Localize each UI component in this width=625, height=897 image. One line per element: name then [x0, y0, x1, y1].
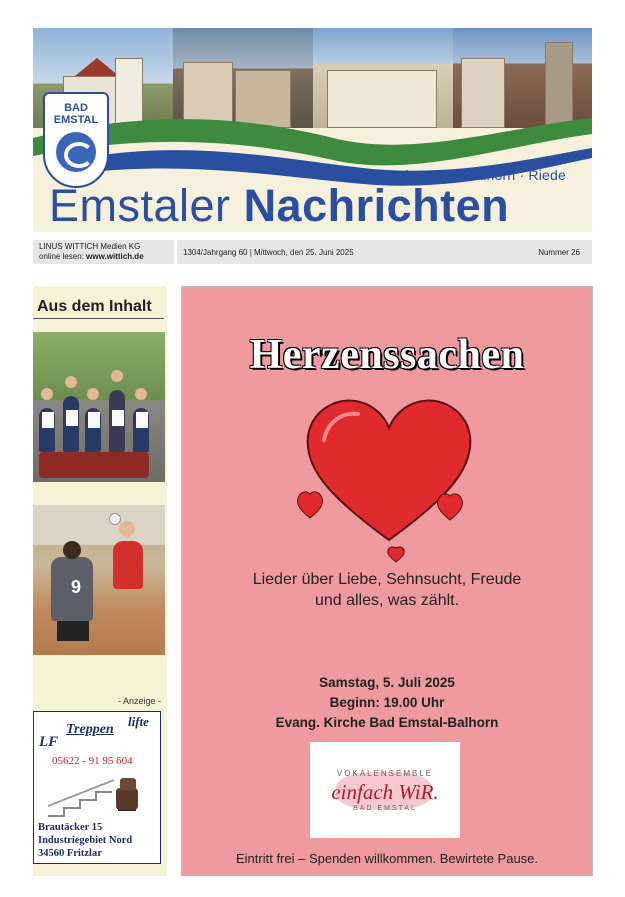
logo-bottom: BAD EMSTAL [353, 805, 417, 812]
masthead [33, 28, 592, 232]
place-names: Sand · Merxhausen · Balhorn · Riede [327, 167, 566, 183]
crest-text-2: EMSTAL [53, 114, 99, 126]
crest-text-1: BAD [64, 102, 88, 114]
publisher-name: LINUS WITTICH Medien KG [39, 242, 141, 251]
issue-number: Nummer 26 [538, 248, 580, 257]
ad-label: - Anzeige - [117, 696, 161, 706]
poster-title: Herzenssachen [249, 332, 525, 378]
online-link[interactable]: www.wittich.de [86, 252, 144, 261]
contents-sidebar [33, 286, 167, 876]
town-crest-logo [43, 92, 109, 188]
newspaper-title [49, 180, 509, 232]
logo-name: einfach WiR. [331, 780, 439, 804]
concert-poster [181, 286, 593, 876]
ad-lf: LF [39, 734, 59, 750]
wave-emblem-icon [56, 132, 96, 172]
poster-footer: Eintritt frei – Spenden willkommen. Bewirtete Pause. [235, 851, 539, 866]
event-venue: Evang. Kirche Bad Emstal-Balhorn [275, 715, 499, 730]
event-time: Beginn: 19.00 Uhr [329, 695, 445, 710]
ad-address-3: 34560 Fritzlar [38, 848, 102, 859]
ad-address [38, 821, 132, 860]
event-date: Samstag, 5. Juli 2025 [319, 675, 455, 690]
online-prefix: online lesen: [39, 252, 84, 261]
issue-date: 1304/Jahrgang 60 | Mittwoch, den 25. Juni 2025 [183, 248, 354, 257]
lyric-line-2: und alles, was zählt. [314, 592, 460, 609]
heart-icon [294, 390, 484, 570]
stairlift-advertisement[interactable] [33, 711, 161, 864]
ad-lifte: lifte [128, 714, 149, 729]
ad-phone: 05622 - 91 95 604 [52, 755, 133, 767]
ad-address-2: Industriegebiet Nord [38, 835, 133, 846]
ad-treppen: Treppen [66, 722, 114, 737]
online-line [39, 252, 144, 262]
poster-lyric [182, 569, 592, 611]
publisher-info [39, 242, 144, 262]
logo-top: VOKALENSEMBLE [336, 769, 434, 778]
photo-handball-match[interactable]: 9 [33, 505, 165, 655]
event-details [182, 673, 592, 733]
lyric-line-1: Lieder über Liebe, Sehnsucht, Freude [252, 571, 522, 588]
sidebar-heading: Aus dem Inhalt [37, 298, 152, 315]
stairlift-illustration [44, 772, 154, 820]
issue-info-bar [33, 240, 592, 264]
photo-children-group[interactable] [33, 332, 165, 482]
ad-address-1: Brautäcker 15 [38, 822, 103, 833]
ensemble-logo [310, 742, 460, 838]
divider [174, 240, 177, 264]
title-light: Emstaler [49, 180, 231, 231]
heading-rule [33, 318, 164, 319]
title-bold: Nachrichten [243, 180, 510, 231]
